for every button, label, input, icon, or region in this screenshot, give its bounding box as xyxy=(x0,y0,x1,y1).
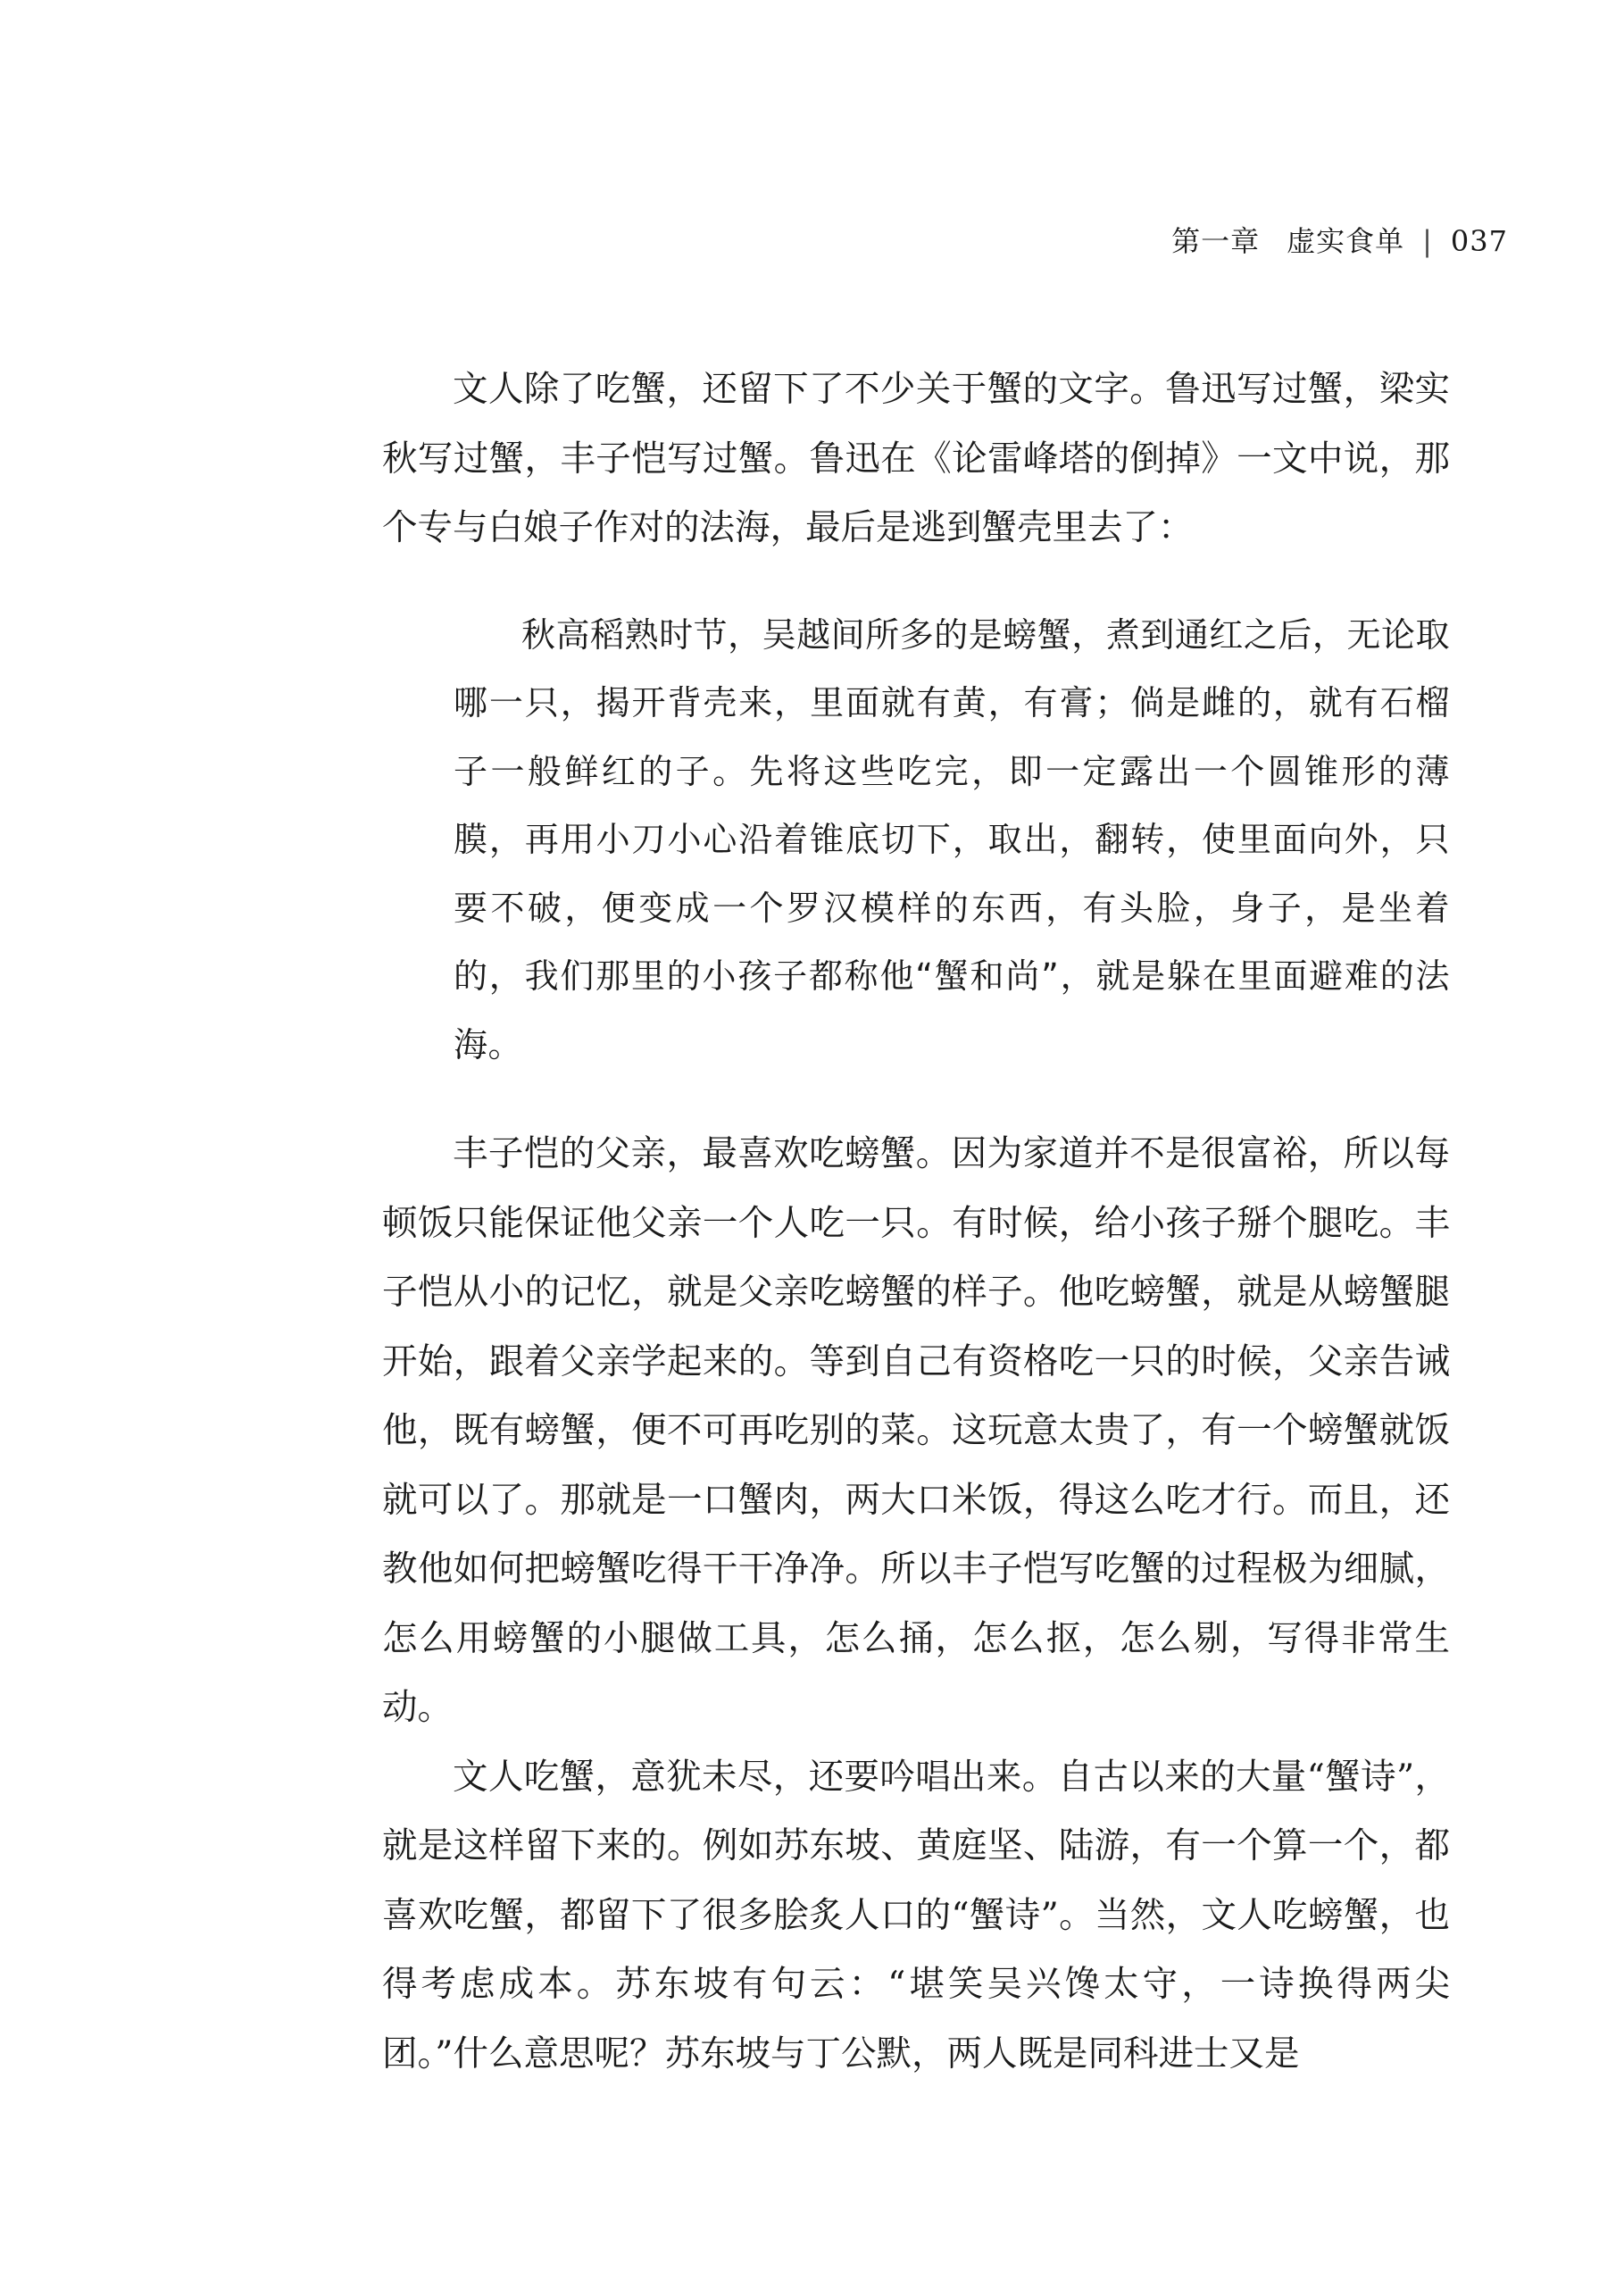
block-quote: 秋高稻熟时节，吴越间所多的是螃蟹，煮到通红之后，无论取哪一只，揭开背壳来，里面就有黄，有膏；倘是雌的，就有石榴子一般鲜红的子。先将这些吃完，即一定露出一个圆锥形的薄膜，再用小刀小心沿着锥底切下，取出，翻转，使里面向外，只要不破，便变成一个罗汉模样的东西，有头脸，身子，是坐着的，我们那里的小孩子都称他“蟹和尚”，就是躲在里面避难的法海。 xyxy=(454,614,1450,1064)
page-body xyxy=(382,355,1450,2089)
paragraph-1: 文人除了吃蟹，还留下了不少关于蟹的文字。鲁迅写过蟹，梁实秋写过蟹，丰子恺写过蟹。鲁迅在《论雷峰塔的倒掉》一文中说，那个专与白娘子作对的法海，最后是逃到蟹壳里去了： xyxy=(382,369,1450,548)
header-separator: | xyxy=(1422,224,1433,258)
running-header xyxy=(1171,220,1508,263)
paragraph-2: 丰子恺的父亲，最喜欢吃螃蟹。因为家道并不是很富裕，所以每顿饭只能保证他父亲一个人吃一只。有时候，给小孩子掰个腿吃。丰子恺从小的记忆，就是父亲吃螃蟹的样子。他吃螃蟹，就是从螃蟹腿开始，跟着父亲学起来的。等到自己有资格吃一只的时候，父亲告诫他，既有螃蟹，便不可再吃别的菜。这玩意太贵了，有一个螃蟹就饭就可以了。那就是一口蟹肉，两大口米饭，得这么吃才行。而且，还教他如何把螃蟹吃得干干净净。所以丰子恺写吃蟹的过程极为细腻，怎么用螃蟹的小腿做工具，怎么捅，怎么抠，怎么剔，写得非常生动。 xyxy=(382,1133,1450,1728)
page-number: 037 xyxy=(1450,224,1508,258)
chapter-label: 第一章 xyxy=(1171,224,1261,258)
paragraph-3: 文人吃蟹，意犹未尽，还要吟唱出来。自古以来的大量“蟹诗”，就是这样留下来的。例如苏东坡、黄庭坚、陆游，有一个算一个，都喜欢吃蟹，都留下了很多脍炙人口的“蟹诗”。当然，文人吃螃蟹，也得考虑成本。苏东坡有句云：“堪笑吴兴馋太守，一诗换得两尖团。”什么意思呢？苏东坡与丁公默，两人既是同科进士又是 xyxy=(382,1756,1450,2074)
chapter-title: 虚实食单 xyxy=(1287,224,1405,258)
